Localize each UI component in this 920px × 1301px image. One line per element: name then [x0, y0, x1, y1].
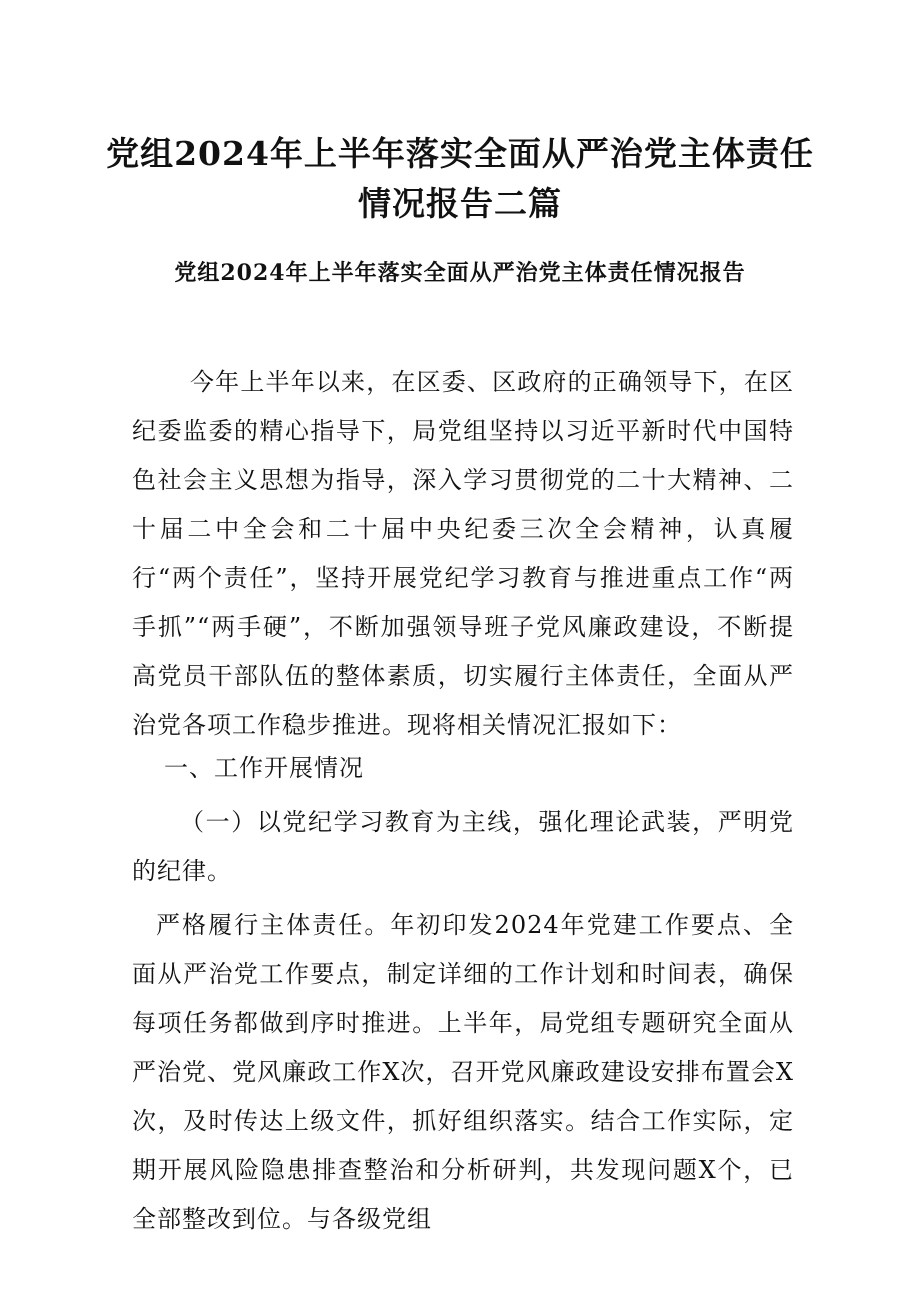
document-title-line-2: 情况报告二篇	[358, 184, 562, 223]
subsection-heading: （一）以党纪学习教育为主线，强化理论武装，严明党的纪律。	[132, 808, 794, 885]
section-heading: 一、工作开展情况	[164, 754, 364, 782]
responsibility-paragraph: 严格履行主体责任。年初印发2024年党建工作要点、全面从严治党工作要点，制定详细的工作计划和时间表，确保每项任务都做到序时推进。上半年，局党组专题研究全面从严治党、党风廉政工作X次，召开党风廉政建设安排布置会X次，及时传达上级文件，抓好组织落实。结合工作实际，定期开展风险隐患排查整治和分析研判，共发现问题X个，已全部整改到位。与各级党组	[132, 911, 794, 1233]
document-title-line-1: 党组2024年上半年落实全面从严治党主体责任	[106, 134, 814, 173]
intro-paragraph: 今年上半年以来，在区委、区政府的正确领导下，在区纪委监委的精心指导下，局党组坚持以习近平新时代中国特色社会主义思想为指导，深入学习贯彻党的二十大精神、二十届二中全会和二十届中央纪委三次全会精神，认真履行“两个责任”，坚持开展党纪学习教育与推进重点工作“两手抓”“两手硬”，不断加强领导班子党风廉政建设，不断提高党员干部队伍的整体素质，切实履行主体责任，全面从严治党各项工作稳步推进。现将相关情况汇报如下：	[132, 368, 794, 739]
report-subtitle: 党组2024年上半年落实全面从严治党主体责任情况报告	[174, 260, 746, 286]
